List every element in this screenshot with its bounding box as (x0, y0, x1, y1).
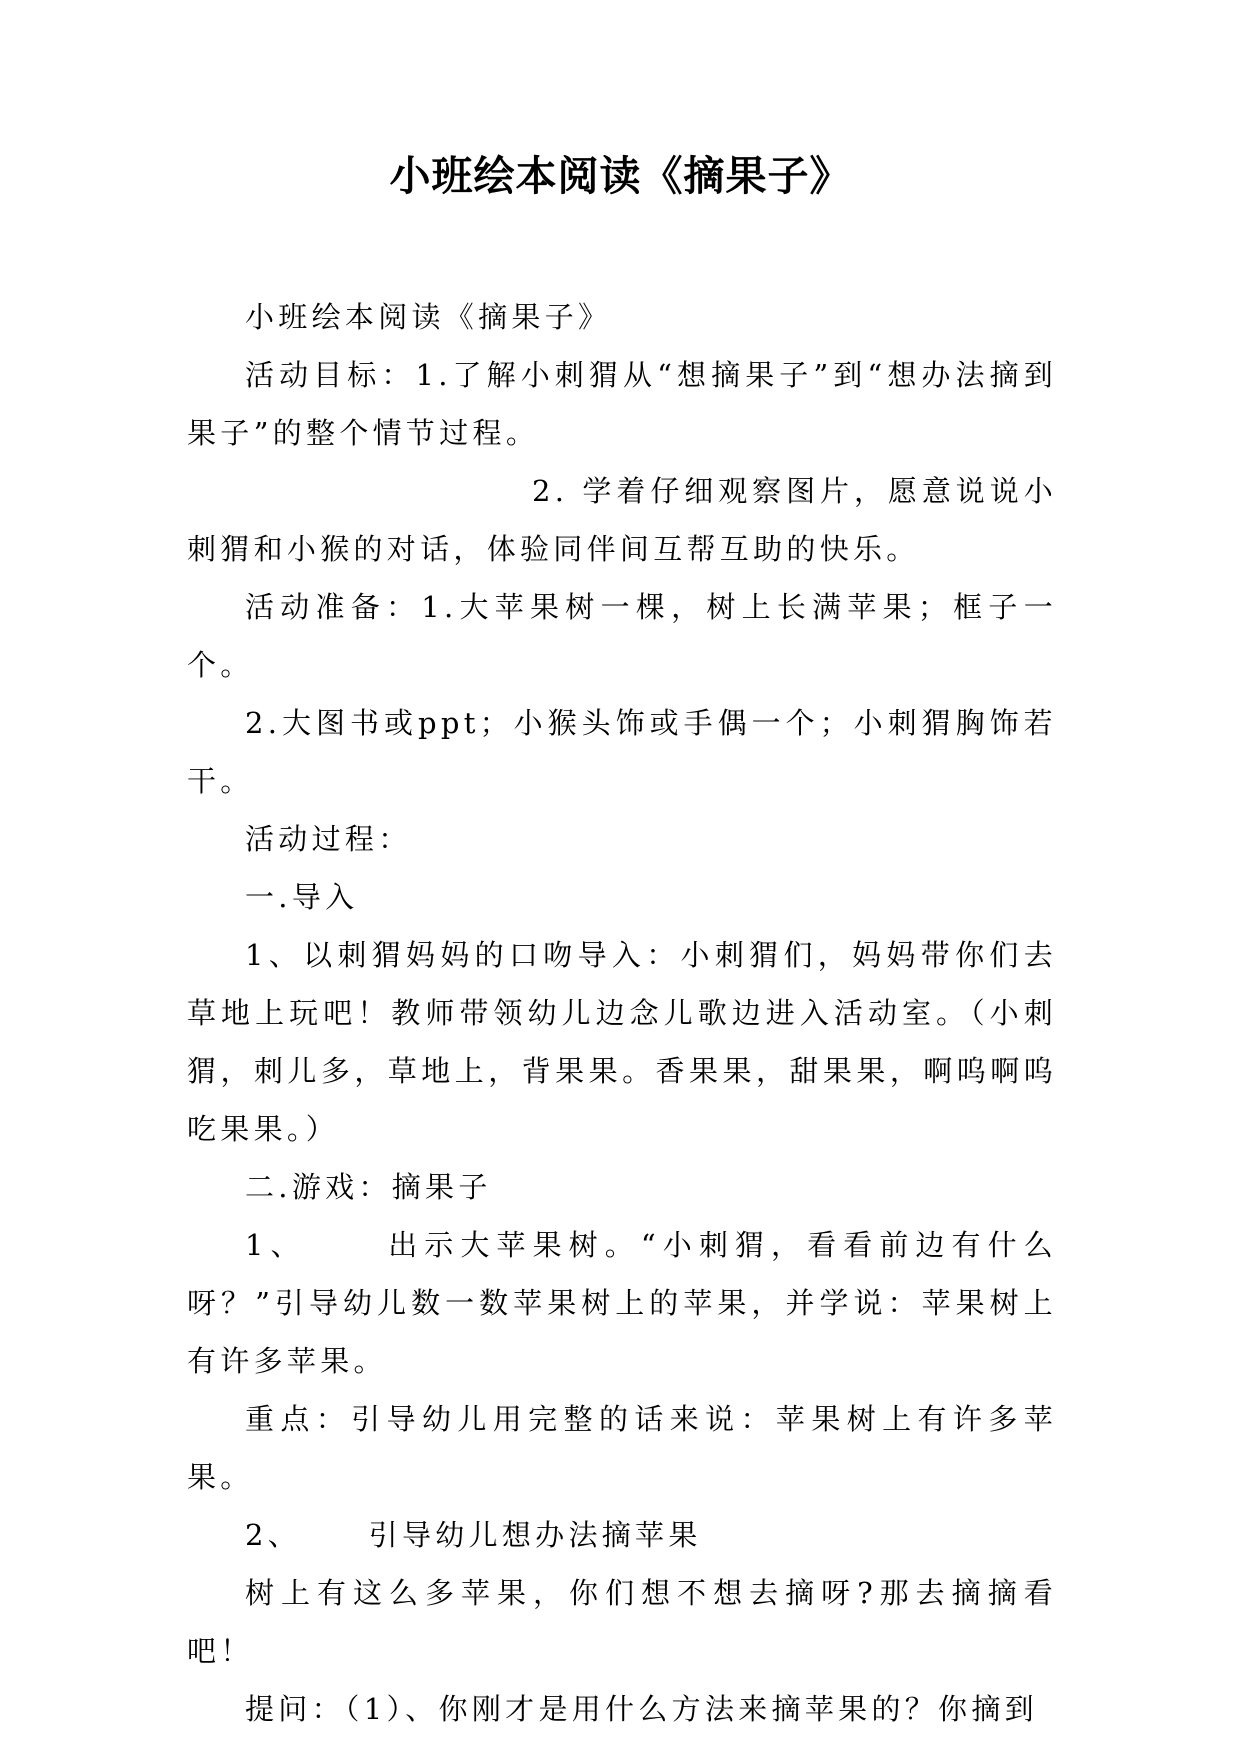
document-title: 小班绘本阅读《摘果子》 (389, 152, 852, 200)
paragraph-game-key-point: 重点：引导幼儿用完整的话来说：苹果树上有许多苹果。 (187, 1402, 1057, 1494)
paragraph-activity-process-heading: 活动过程： (245, 822, 412, 856)
paragraph-game-prompt: 树上有这么多苹果，你们想不想去摘呀?那去摘摘看吧！ (187, 1576, 1057, 1668)
document-body (187, 288, 1057, 1738)
paragraph-game-step-2: 2、 引导幼儿想办法摘苹果 (245, 1518, 702, 1552)
paragraph-activity-prep-2: 2.大图书或ppt；小猴头饰或手偶一个；小刺猬胸饰若干。 (187, 706, 1057, 798)
paragraph-game-step-1: 1、 出示大苹果树。“小刺猬，看看前边有什么呀？”引导幼儿数一数苹果树上的苹果，并学说：苹果树上有许多苹果。 (187, 1228, 1057, 1378)
paragraph-section-intro-heading: 一.导入 (245, 880, 359, 914)
paragraph-activity-goal-2: 2. 学着仔细观察图片，愿意说说小刺猬和小猴的对话，体验同伴间互帮互助的快乐。 (187, 474, 1057, 566)
paragraph-activity-prep-1: 活动准备：1.大苹果树一棵，树上长满苹果；框子一个。 (187, 590, 1057, 682)
paragraph-section-game-heading: 二.游戏：摘果子 (245, 1170, 492, 1204)
paragraph-subtitle: 小班绘本阅读《摘果子》 (245, 300, 612, 334)
paragraph-intro-step-1: 1、以刺猬妈妈的口吻导入：小刺猬们，妈妈带你们去草地上玩吧！教师带领幼儿边念儿歌边进入活动室。（小刺猬，刺儿多，草地上，背果果。香果果，甜果果，啊呜啊呜吃果果。） (187, 938, 1057, 1146)
paragraph-game-question: 提问：（1）、你刚才是用什么方法来摘苹果的？你摘到 (245, 1692, 1038, 1726)
paragraph-activity-goal-1: 活动目标：1.了解小刺猬从“想摘果子”到“想办法摘到果子”的整个情节过程。 (187, 358, 1057, 450)
